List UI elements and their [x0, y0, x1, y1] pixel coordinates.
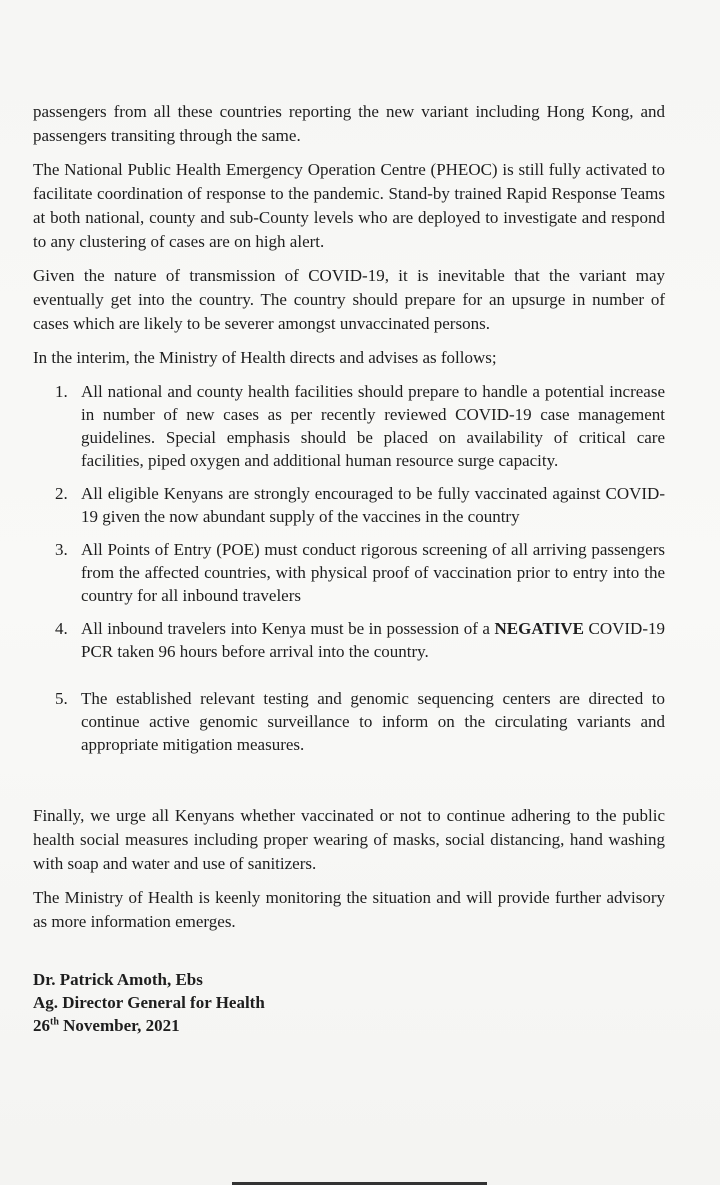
signatory-title: Ag. Director General for Health [33, 993, 265, 1012]
directive-item-4 [33, 617, 665, 663]
directive-number: 5. [55, 689, 68, 708]
paragraph-monitoring: The Ministry of Health is keenly monitoring the situation and will provide further advisory as more information emerges. [33, 888, 665, 931]
directive-text: All national and county health facilities should prepare to handle a potential increase in number of new cases as per recently reviewed COVID-19 case management guidelines. Special emphasis should be placed on availability of critical care facilities, piped oxygen and additional human resource surge capacity. [81, 382, 665, 470]
directive-number: 1. [55, 382, 68, 401]
section-spacer [33, 766, 665, 804]
date-suffix: th [50, 1016, 59, 1028]
directive-text-before: All inbound travelers into Kenya must be in possession of a [81, 619, 495, 638]
directive-number: 3. [55, 540, 68, 559]
directive-text: All eligible Kenyans are strongly encouraged to be fully vaccinated against COVID-19 given the now abundant supply of the vaccines in the country [81, 484, 665, 526]
paragraph-pheoc: The National Public Health Emergency Operation Centre (PHEOC) is still fully activated to facilitate coordination of response to the pandemic. Stand-by trained Rapid Response Teams at both national, county and sub-County levels who are deployed to investigate and respond to any clustering of cases are on high alert. [33, 160, 665, 251]
directive-number: 4. [55, 619, 68, 638]
date-rest: November, 2021 [58, 1016, 180, 1035]
paragraph-finally: Finally, we urge all Kenyans whether vaccinated or not to continue adhering to the public health social measures including proper wearing of masks, social distancing, hand washing with soap and water and use of sanitizers. [33, 806, 665, 873]
directive-text: All Points of Entry (POE) must conduct rigorous screening of all arriving passengers from the affected countries, with physical proof of vaccination prior to entry into the country for all inbound travelers [81, 540, 665, 605]
signature-block [33, 968, 665, 1037]
directive-text: The established relevant testing and genomic sequencing centers are directed to continue active genomic surveillance to inform on the circulating variants and appropriate mitigation measures. [81, 689, 665, 754]
date-day: 26 [33, 1016, 50, 1035]
directive-item-3 [33, 538, 665, 607]
signatory-name: Dr. Patrick Amoth, Ebs [33, 970, 203, 989]
paragraph-interim: In the interim, the Ministry of Health directs and advises as follows; [33, 348, 497, 367]
paragraph-transmission: Given the nature of transmission of COVID-19, it is inevitable that the variant may eventually get into the country. The country should prepare for an upsurge in number of cases which are likely to be severer amongst unvaccinated persons. [33, 266, 665, 333]
directive-number: 2. [55, 484, 68, 503]
directives-list [33, 380, 665, 756]
signature-date [33, 1014, 665, 1037]
directive-text-bold: NEGATIVE [494, 619, 584, 638]
directive-item-5 [33, 687, 665, 756]
directive-text-after: COVID-19 PCR taken 96 hours before arrival into the country. [81, 619, 665, 661]
paragraph-passengers: passengers from all these countries reporting the new variant including Hong Kong, and passengers transiting through the same. [33, 102, 665, 145]
directive-item-1 [33, 380, 665, 472]
directive-item-2 [33, 482, 665, 528]
document-body [33, 100, 665, 1037]
